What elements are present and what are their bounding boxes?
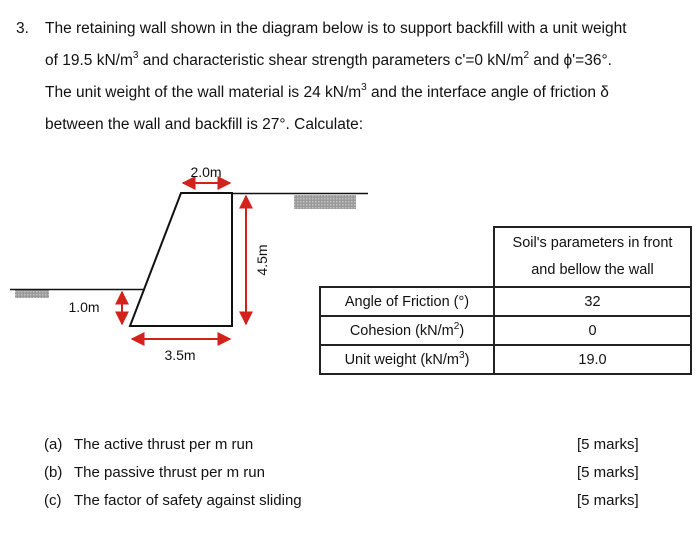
- table-row: [320, 316, 691, 345]
- base-width-label: 3.5m: [164, 347, 196, 363]
- sub-question-a: [44, 436, 654, 464]
- sub-questions: [44, 436, 654, 520]
- row-label-unit-weight: Unit weight $(kN/m^3)$: [320, 345, 494, 374]
- sub-question-c: [44, 492, 654, 520]
- question-line-1: The retaining wall shown in the diagram below is to support backfill with a unit weight: [45, 20, 627, 37]
- question-line-3: The unit weight of the wall material is 24 $kN/m^3$ and the interface angle of friction δ: [45, 82, 609, 101]
- table-corner-blank: [320, 227, 494, 287]
- part-text: The factor of safety against sliding: [74, 492, 302, 509]
- row-value-cohesion: 0: [494, 316, 691, 345]
- embed-depth-label: 1.0m: [68, 299, 100, 315]
- part-label: (a): [44, 436, 63, 453]
- question-number: 3.: [16, 20, 29, 37]
- ground-hatch-back: [294, 195, 356, 209]
- ground-hatch-front: [15, 290, 49, 298]
- part-text: The active thrust per m run: [74, 436, 254, 453]
- retaining-wall: [130, 193, 232, 326]
- question-line-4: between the wall and backfill is 27°. Calculate:: [45, 116, 364, 133]
- row-value-angle: 32: [494, 287, 691, 316]
- soil-parameters-table: [319, 226, 692, 375]
- table-header: Soil's parameters in front and bellow the wall: [494, 227, 691, 287]
- part-marks: [5 marks]: [577, 492, 639, 509]
- table-row: [320, 345, 691, 374]
- part-marks: [5 marks]: [577, 464, 639, 481]
- top-width-label: 2.0m: [190, 164, 222, 180]
- row-label-cohesion: Cohesion $(kN/m^2)$: [320, 316, 494, 345]
- part-marks: [5 marks]: [577, 436, 639, 453]
- height-label: 4.5m: [254, 244, 270, 276]
- part-text: The passive thrust per m run: [74, 464, 265, 481]
- part-label: (c): [44, 492, 62, 509]
- row-label-angle: Angle of Friction (°): [320, 287, 494, 316]
- row-value-unit-weight: 19.0: [494, 345, 691, 374]
- question-line-2: of 19.5 $kN/m^3$ and characteristic shear strength parameters c'=0 $kN/m^2$ and ϕ'=36°.: [45, 50, 612, 69]
- part-label: (b): [44, 464, 63, 481]
- sub-question-b: [44, 464, 654, 492]
- table-row: [320, 287, 691, 316]
